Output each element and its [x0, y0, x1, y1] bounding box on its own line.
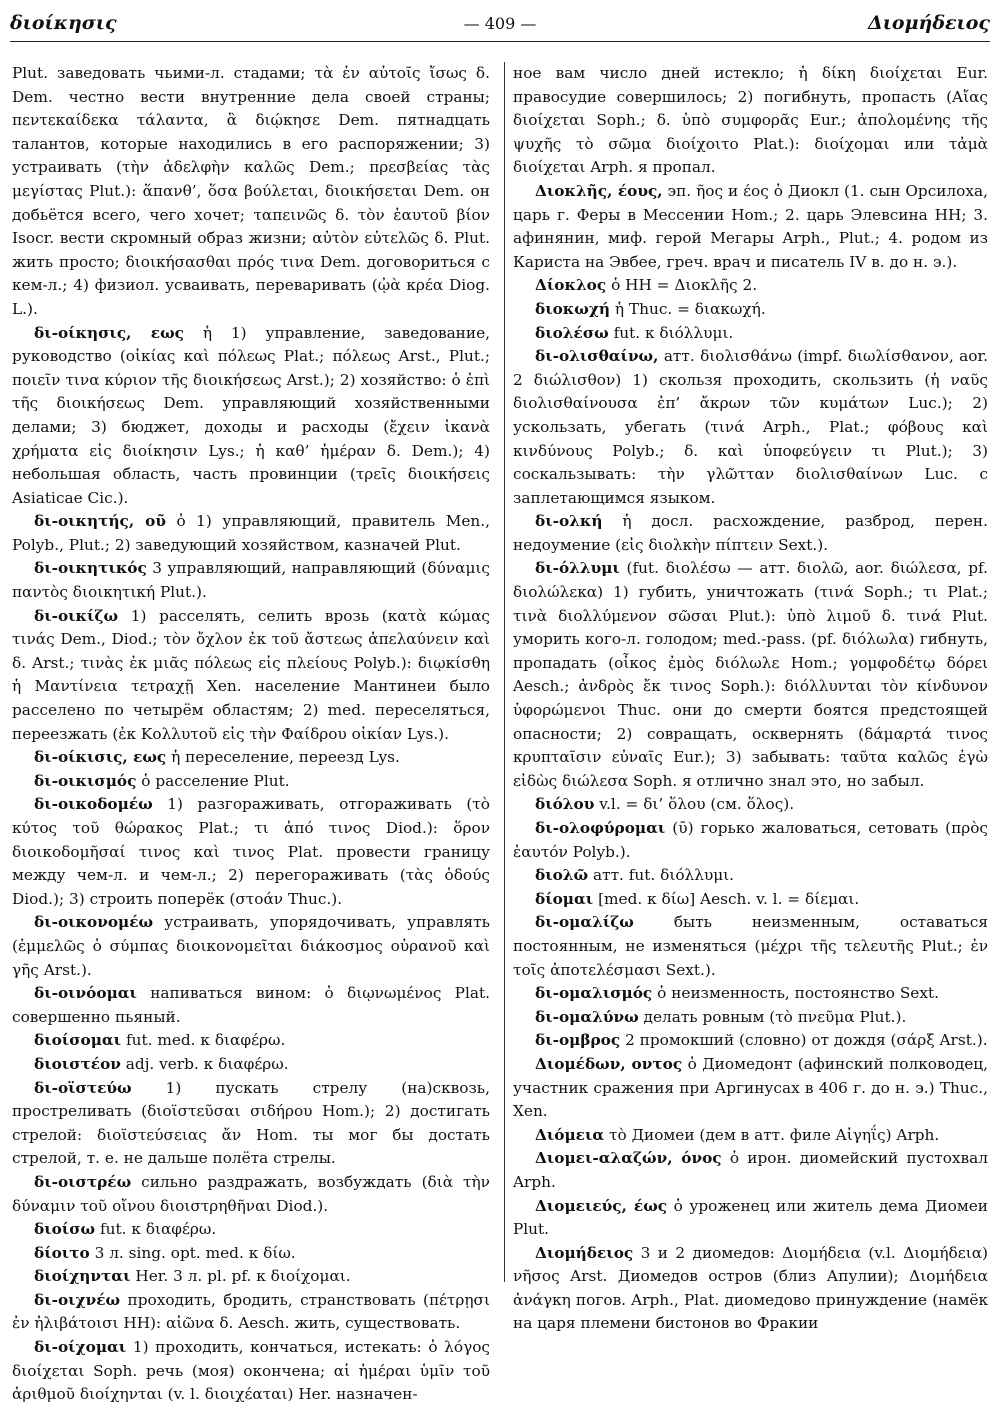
entry-headword: Διομει-αλαζών, όνος: [535, 1149, 722, 1168]
dictionary-entry: [513, 345, 988, 510]
entry-headword: δι-οιχνέω: [34, 1290, 121, 1309]
dictionary-entry: [513, 1147, 988, 1194]
entry-headword: δι-οίκισις, εως: [34, 748, 167, 767]
dictionary-entry: [12, 746, 490, 770]
entry-definition: [med. к δίω] Aesch. v. l. = δίεμαι.: [598, 889, 860, 908]
entry-definition: (fut. διολέσω — атт. διολῶ, aor. διώλεσα, pf. διολώλεκα) 1) губить, уничтожать (τινά Soph.; τι Plat.; τινὰ διολλύμενον σῶσαι Plut.): ὑπὸ λιμοῦ δ. τινά Plut. уморить кого-л. голодом; med.-pass. (pf. διόλωλα) гибнуть, пропадать (οἶκος ἐμὸς διόλωλε Hom.; γομφοδέτῳ δόρει Aesch.; ἀνδρὸς ἔκ τινος Soph.): διόλλυνται τὸν κίνδυνον ὑφορώμενοι Thuc. они до смерти боятся предстоящей опасности; 2) совращать, осквернять (δάμαρτά τινος κρυπταῖσιν εὐναῖς Eur.); 3) забывать: ταῦτα καλῶς ἐγὼ εἰδὼς διώλεσα Soph. я отлично знал это, но забыл.: [513, 559, 988, 790]
entry-headword: δι-ομαλισμός: [535, 984, 653, 1003]
entry-headword: διόλου: [535, 795, 595, 814]
dictionary-entry: [513, 864, 988, 888]
entry-headword: δι-οίχομαι: [34, 1338, 127, 1357]
dictionary-entry: [513, 322, 988, 346]
dictionary-entry: [513, 1242, 988, 1336]
entry-definition: ἡ досл. расхождение, разброд, перен. недоумение (εἰς διολκὴν πίπτειν Sext.).: [513, 512, 988, 554]
entry-headword: δι-οικίζω: [34, 606, 119, 625]
entry-headword: δι-οικονομέω: [34, 913, 154, 932]
entry-definition: ὁ расселение Plut.: [141, 771, 290, 790]
text-columns: [12, 62, 988, 1404]
dictionary-entry: [12, 557, 490, 604]
dictionary-entry: [513, 888, 988, 912]
dictionary-entry: [12, 982, 490, 1029]
entry-headword: δι-οικοδομέω: [34, 795, 153, 814]
dictionary-entry: [12, 510, 490, 557]
entry-headword: δι-οινόομαι: [34, 984, 137, 1003]
dictionary-entry: [12, 1029, 490, 1053]
entry-definition: ὁ уроженец или житель дема Диомеи Plut.: [513, 1196, 988, 1239]
dictionary-entry: [513, 1053, 988, 1124]
entry-continuation: [12, 62, 490, 322]
dictionary-entry: [12, 1289, 490, 1336]
entry-headword: Διοκλῆς, έους,: [535, 181, 663, 200]
entry-headword: δι-οιστρέω: [34, 1172, 132, 1191]
entry-definition: Her. 3 л. pl. pf. к διοίχομαι.: [135, 1267, 351, 1286]
entry-headword: Διομέδων, οντος: [535, 1054, 683, 1073]
entry-definition: 1) расселять, селить врозь (κατὰ κώμας τινάς Dem., Diod.; τὸν ὄχλον ἐκ τοῦ ἄστεως ἀπελαύνειν καὶ δ. Arst.; τινὰς ἐκ μιᾶς πόλεως εἰς πλείους Polyb.): διῳκίσθη ἡ Μαντίνεια τετραχῇ Xen. население Мантинеи было расселено по четырём областям; 2) med. переселяться, переезжать (ἐκ Κολλυτοῦ εἰς τὴν Φαίδρου οἰκίαν Lys.).: [12, 606, 490, 743]
entry-definition: 2 промокший (словно) от дождя (σάρξ Arst.).: [625, 1031, 988, 1050]
dictionary-entry: [12, 1171, 490, 1218]
dictionary-entry: [12, 770, 490, 794]
entry-headword: διοιστέον: [34, 1054, 121, 1073]
entry-headword: διοίσω: [34, 1220, 96, 1239]
entry-definition: проходить, бродить, странствовать (πέτρῃσι ἐν ἠλιβάτοισι HH): αἰῶνα δ. Aesch. жить, существовать.: [12, 1290, 490, 1333]
entry-continuation: [513, 62, 988, 180]
entry-headword: δι-όλλυμι: [535, 559, 620, 578]
entry-headword: Διομειεύς, έως: [535, 1196, 668, 1215]
header-last-word: Διομήδειος: [868, 12, 990, 34]
entry-definition: ное вам число дней истекло; ἡ δίκη διοίχεται Eur. правосудие совершилось; 2) погибнуть, пропасть (Αἴας διοίχεται Soph.; δ. ὑπὸ συμφορᾶς Eur.; ἀπολομένης τῆς ψυχῆς τὸ σῶμα διοίχοιτο Plat.): διοίχομαι или τἀμὰ διοίχεται Arph. я пропал.: [513, 64, 988, 177]
dictionary-entry: [12, 911, 490, 982]
entry-definition: ἡ 1) управление, заведование, руководство (οἰκίας καὶ πόλεως Plat.; πόλεως Arst., Plut.; ποιεῖν τινα κύριον τῆς διοικήσεως Arst.); 2) хозяйство: ὁ ἐπὶ τῆς διοικήσεως Dem. управляющий хозяйственными делами; 3) бюджет, доходы и расходы (ἔχειν ἱκανὰ χρήματα εἰς διοίκησιν Lys.; ἡ καθ’ ἡμέραν δ. Dem.); 4) небольшая область, часть провинции (τρεῖς διοικήσεις Asiaticae Cic.).: [12, 323, 490, 507]
entry-headword: δίομαι: [535, 889, 594, 908]
entry-definition: ὁ ирон. диомейский пустохвал Arph.: [513, 1149, 988, 1191]
entry-definition: напиваться вином: ὁ διῳνωμένος Plat. совершенно пьяный.: [12, 984, 490, 1026]
entry-definition: (ῡ) горько жаловаться, сетовать (πρὸς ἑαυτόν Polyb.).: [513, 819, 988, 861]
entry-definition: 3 управляющий, направляющий (δύναμις παντὸς διοικητική Plut.).: [12, 559, 490, 602]
dictionary-entry: [513, 274, 988, 298]
dictionary-entry: [513, 793, 988, 817]
dictionary-entry: [513, 1029, 988, 1053]
entry-definition: эп. ῆος и έος ὁ Диокл (1. сын Орсилоха, царь г. Феры в Мессении Hom.; 2. царь Элевсина HH; 3. афинянин, миф. герой Мегары Arph., Plut.; 4. родом из Кариста на Эвбее, греч. врач и писатель IV в. до н. э.).: [513, 181, 988, 271]
entry-headword: δι-ομαλύνω: [535, 1007, 639, 1026]
dictionary-entry: [12, 1242, 490, 1266]
entry-headword: δι-οίκησις, εως: [34, 323, 184, 342]
entry-headword: Διόμεια: [535, 1125, 605, 1144]
entry-headword: δι-ομβρος: [535, 1031, 621, 1050]
entry-definition: ὁ HH = Διοκλῆς 2.: [611, 276, 758, 295]
entry-headword: διολέσω: [535, 323, 609, 342]
entry-headword: Δίοκλος: [535, 276, 607, 295]
entry-definition: ὁ 1) управляющий, правитель Men., Polyb., Plut.; 2) заведующий хозяйством, казначей Plut.: [12, 512, 491, 554]
entry-definition: 1) разгораживать, отгораживать (τὸ κύτος τοῦ θώρακος Plat.; τι ἀπό τινος Diod.): ὅρον διοικοδομῆσαί τινος καὶ τινος Plat. провести границу между чем-л. и чем-л.; 2) перегораживать (τὰς ὁδούς Diod.); 3) строить поперёк (στοάν Thuc.).: [12, 795, 490, 908]
dictionary-entry: [513, 298, 988, 322]
entry-headword: δι-ομαλίζω: [535, 913, 634, 932]
entry-definition: атт. fut. διόλλυμι.: [592, 866, 735, 885]
entry-headword: δι-οικητικός: [34, 559, 147, 578]
dictionary-entry: [12, 793, 490, 911]
entry-definition: 1) пускать стрелу (на)сквозь, простреливать (διοϊστεῦσαι σιδήρου Hom.); 2) достигать стрелой: διοϊστεύσειας ἄν Hom. ты мог бы достать стрелой, т. е. не дальше полёта стрелы.: [12, 1078, 490, 1168]
entry-headword: δι-ολκή: [535, 512, 603, 531]
entry-definition: 1) проходить, кончаться, истекать: ὁ λόγος διοίχεται Soph. речь (моя) окончена; αἱ ἡμέραι ὑμῖν τοῦ ἀριθμοῦ διοίχηνται (v. l. διοιχέαται) Her. назначен-: [12, 1338, 490, 1404]
entry-headword: δίοιτο: [34, 1243, 90, 1262]
dictionary-entry: [513, 1006, 988, 1030]
entry-headword: διοίχηνται: [34, 1267, 131, 1286]
dictionary-entry: [12, 1077, 490, 1171]
entry-definition: fut. к διόλλυμι.: [613, 323, 734, 342]
entry-definition: v.l. = δι’ ὅλου (см. ὅλος).: [599, 795, 795, 814]
page-number: — 409 —: [463, 14, 537, 33]
dictionary-entry: [513, 510, 988, 557]
entry-definition: устраивать, упорядочивать, управлять (ἐμμελῶς ὁ σύμπας διοικονομεῖται διάκοσμος οὐρανοῦ καὶ γῆς Arst.).: [12, 913, 490, 979]
dictionary-entry: [12, 605, 490, 747]
header-first-word: διοίκησις: [10, 12, 117, 34]
entry-definition: 3 и 2 диомедов: Διομήδεια (v.l. Διομήδεια) νῆσος Arst. Диомедов остров (близ Апулии); Διομήδεια ἀνάγκη погов. Arph., Plat. диомедово принуждение (намёк на царя племени бистонов во Фракии: [513, 1243, 988, 1333]
dictionary-entry: [513, 817, 988, 864]
right-column: [504, 62, 988, 1333]
dictionary-entry: [513, 911, 988, 982]
entry-headword: δι-οϊστεύω: [34, 1078, 132, 1097]
left-column: [12, 62, 496, 1404]
entry-definition: сильно раздражать, возбуждать (διὰ τὴν δύναμιν τοῦ οἴνου διοιστρηθῆναι Diod.).: [12, 1172, 490, 1215]
entry-definition: fut. med. к διαφέρω.: [125, 1031, 286, 1050]
dictionary-entry: [12, 1265, 490, 1289]
dictionary-entry: [513, 1195, 988, 1242]
entry-definition: Plut. заведовать чьими-л. стадами; τὰ ἐν αὐτοῖς ἴσως δ. Dem. честно вести внутренние дела своей страны; πεντεκαίδεκα τάλαντα, ἃ διῴκησε Dem. пятнадцать талантов, которые находились в его распоряжении; 3) устраивать (τὴν ἀδελφὴν καλῶς Dem.; πρεσβείας τὰς μεγίστας Plut.): ἅπανθ’, ὅσα βούλεται, διοικήσεται Dem. он добьётся всего, чего хочет; ταπεινῶς δ. τὸν ἑαυτοῦ βίον Isocr. вести скромный образ жизни; αὐτὸν εὐτελῶς δ. Plut. жить просто; διοικήσασθαι πρός τινα Dem. договориться с кем-л.; 4) физиол. усваивать, переваривать (ᾠὰ κρέα Diog. L.).: [12, 64, 490, 318]
entry-definition: ὁ Диомедонт (афинский полководец, участник сражения при Аргинусах в 406 г. до н. э.) Thuc., Xen.: [513, 1054, 988, 1121]
entry-definition: ὁ неизменность, постоянство Sext.: [657, 984, 939, 1003]
dictionary-entry: [12, 322, 490, 511]
dictionary-entry: [12, 1218, 490, 1242]
dictionary-entry: [12, 1053, 490, 1077]
dictionary-entry: [513, 180, 988, 274]
entry-definition: ἡ переселение, переезд Lys.: [171, 748, 400, 767]
entry-definition: τὸ Диомеи (дем в атт. филе Αἰγηΐς) Arph.: [609, 1125, 940, 1144]
dictionary-entry: [513, 557, 988, 793]
dictionary-entry: [513, 1124, 988, 1148]
entry-headword: διοίσομαι: [34, 1031, 122, 1050]
entry-headword: Διομήδειος: [535, 1243, 634, 1262]
running-head: [10, 8, 990, 42]
entry-definition: 3 л. sing. opt. med. к δίω.: [94, 1243, 296, 1262]
entry-headword: δι-ολοφύρομαι: [535, 819, 666, 837]
entry-definition: adj. verb. к διαφέρω.: [125, 1054, 289, 1073]
entry-headword: δι-οικισμός: [34, 771, 137, 790]
entry-definition: fut. к διαφέρω.: [99, 1220, 217, 1239]
entry-headword: δι-ολισθαίνω,: [535, 347, 659, 366]
entry-definition: атт. διολισθάνω (impf. διωλίσθανον, aor. 2 διώλισθον) 1) скользя проходить, скользить (ἡ ναῦς διολισθαίνουσα ἐπ’ ἄκρων τῶν κυμάτων Luc.); 2) ускользать, убегать (τινά Arph., Plat.; φόβους καὶ κινδύνους Polyb.; δ. καὶ ὑποφεύγειν τι Plut.); 3) соскальзывать: τὴν γλῶτταν διολισθαίνων Luc. с заплетающимся языком.: [513, 347, 988, 507]
entry-headword: δι-οικητής, οῦ: [34, 512, 166, 531]
entry-definition: ἡ Thuc. = διακωχή.: [614, 299, 766, 318]
dictionary-entry: [513, 982, 988, 1006]
dictionary-entry: [12, 1336, 490, 1407]
entry-definition: делать ровным (τὸ πνεῦμα Plut.).: [643, 1007, 907, 1026]
entry-headword: διολῶ: [535, 866, 589, 885]
entry-definition: быть неизменным, оставаться постоянным, не изменяться (μέχρι τῆς τελευτῆς Plut.; ἐν τοῖς ἀποτελέσμασι Sext.).: [513, 913, 988, 979]
entry-headword: διοκωχή: [535, 299, 611, 318]
